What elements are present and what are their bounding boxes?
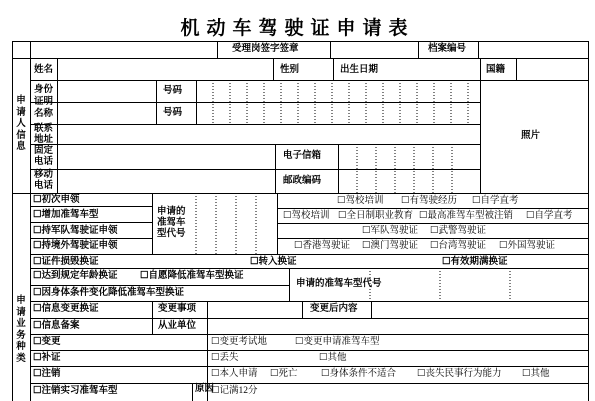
postcode-label: 邮政编码 [283, 176, 322, 186]
gender-label: 性别 [280, 65, 300, 75]
first-apply-checkbox[interactable]: ☐ 初次申领 [33, 196, 80, 206]
cancel-option-death[interactable]: ☐ 死亡 [270, 370, 298, 380]
add-option-vocational[interactable]: ☐ 全日制职业教育 [338, 212, 413, 222]
military-option-police[interactable]: ☐ 武警驾驶证 [430, 227, 486, 237]
lost-renew-checkbox[interactable]: ☐ 证件损毁换证 [33, 258, 99, 268]
military-option-army[interactable]: ☐ 军队驾驶证 [362, 227, 418, 237]
reissue-option-other[interactable]: ☐ 其他 [319, 354, 347, 364]
cancel-option-incapacity[interactable]: ☐ 丧失民事行为能力 [417, 370, 502, 380]
birthdate-label: 出生日期 [340, 65, 379, 75]
address-label: 联系 地址 [34, 124, 54, 145]
reissue-checkbox[interactable]: ☐ 补证 [33, 354, 61, 364]
requested-class-label: 申请的 准驾车 型代号 [157, 207, 186, 239]
reason-option-12-points[interactable]: ☐ 记满12分 [211, 387, 258, 397]
reason-label: 原因 [195, 384, 215, 394]
foreign-option-macau[interactable]: ☐ 澳门驾驶证 [362, 242, 418, 252]
age-renew-checkbox[interactable]: ☐ 达到规定年龄换证 [33, 272, 118, 282]
cancel-checkbox[interactable]: ☐ 注销 [33, 370, 61, 380]
employer-label: 从业单位 [158, 321, 197, 331]
nationality-label: 国籍 [486, 65, 506, 75]
cancel-option-health[interactable]: ☐ 身体条件不适合 [321, 370, 396, 380]
landline-label: 固定 电话 [34, 146, 54, 167]
reissue-option-lost[interactable]: ☐ 丢失 [211, 354, 239, 364]
add-option-school[interactable]: ☐ 驾校培训 [283, 212, 330, 222]
first-option-school[interactable]: ☐ 驾校培训 [337, 197, 384, 207]
cancel-intern-checkbox[interactable]: ☐ 注销实习准驾车型 [33, 387, 118, 397]
id-number-label-2: 号码 [163, 108, 183, 118]
change-checkbox[interactable]: ☐ 变更 [33, 338, 61, 348]
email-label: 电子信箱 [283, 151, 322, 161]
first-option-self-study[interactable]: ☐ 自学直考 [472, 197, 519, 207]
id-doc-label: 身份 证明 名称 [34, 85, 54, 119]
military-license-checkbox[interactable]: ☐ 持军队驾驶证申领 [33, 227, 118, 237]
transfer-renew-checkbox[interactable]: ☐ 转入换证 [250, 258, 297, 268]
add-option-revoked[interactable]: ☐ 最高准驾车型被注销 [419, 212, 513, 222]
expiry-renew-checkbox[interactable]: ☐ 有效期满换证 [442, 258, 508, 268]
change-content-label: 变更后内容 [310, 304, 358, 314]
foreign-option-foreign[interactable]: ☐ 外国驾驶证 [499, 242, 555, 252]
foreign-option-hk[interactable]: ☐ 香港驾驶证 [294, 242, 350, 252]
change-option-exam-place[interactable]: ☐ 变更考试地 [211, 338, 267, 348]
applicant-section-label: 申 请 人 信 息 [16, 96, 26, 152]
accept-sign-label: 受理岗签字签章 [232, 44, 299, 54]
foreign-option-taiwan[interactable]: ☐ 台湾驾驶证 [430, 242, 486, 252]
id-number-label-1: 号码 [163, 86, 183, 96]
cancel-option-self[interactable]: ☐ 本人申请 [211, 370, 258, 380]
photo-label: 照片 [521, 131, 541, 141]
change-option-class[interactable]: ☐ 变更申请准驾车型 [295, 338, 380, 348]
info-record-checkbox[interactable]: ☐ 信息备案 [33, 322, 80, 332]
add-class-checkbox[interactable]: ☐ 增加准驾车型 [33, 211, 99, 221]
mobile-label: 移动 电话 [34, 170, 54, 191]
business-section-label: 申 请 业 务 种 类 [16, 296, 26, 364]
foreign-license-checkbox[interactable]: ☐ 持境外驾驶证申领 [33, 242, 118, 252]
health-downgrade-checkbox[interactable]: ☐ 因身体条件变化降低准驾车型换证 [33, 289, 184, 299]
change-item-label: 变更事项 [158, 304, 197, 314]
name-label: 姓名 [34, 65, 54, 75]
add-option-self-study[interactable]: ☐ 自学直考 [526, 212, 573, 222]
cancel-option-other[interactable]: ☐ 其他 [522, 370, 550, 380]
requested-class-label-2: 申请的准驾车型代号 [296, 279, 382, 289]
info-change-checkbox[interactable]: ☐ 信息变更换证 [33, 305, 99, 315]
first-option-experience[interactable]: ☐ 有驾驶经历 [401, 197, 457, 207]
form-title: 机动车驾驶证申请表 [180, 18, 415, 39]
archive-no-label: 档案编号 [428, 44, 467, 54]
voluntary-downgrade-checkbox[interactable]: ☐ 自愿降低准驾车型换证 [140, 272, 244, 282]
